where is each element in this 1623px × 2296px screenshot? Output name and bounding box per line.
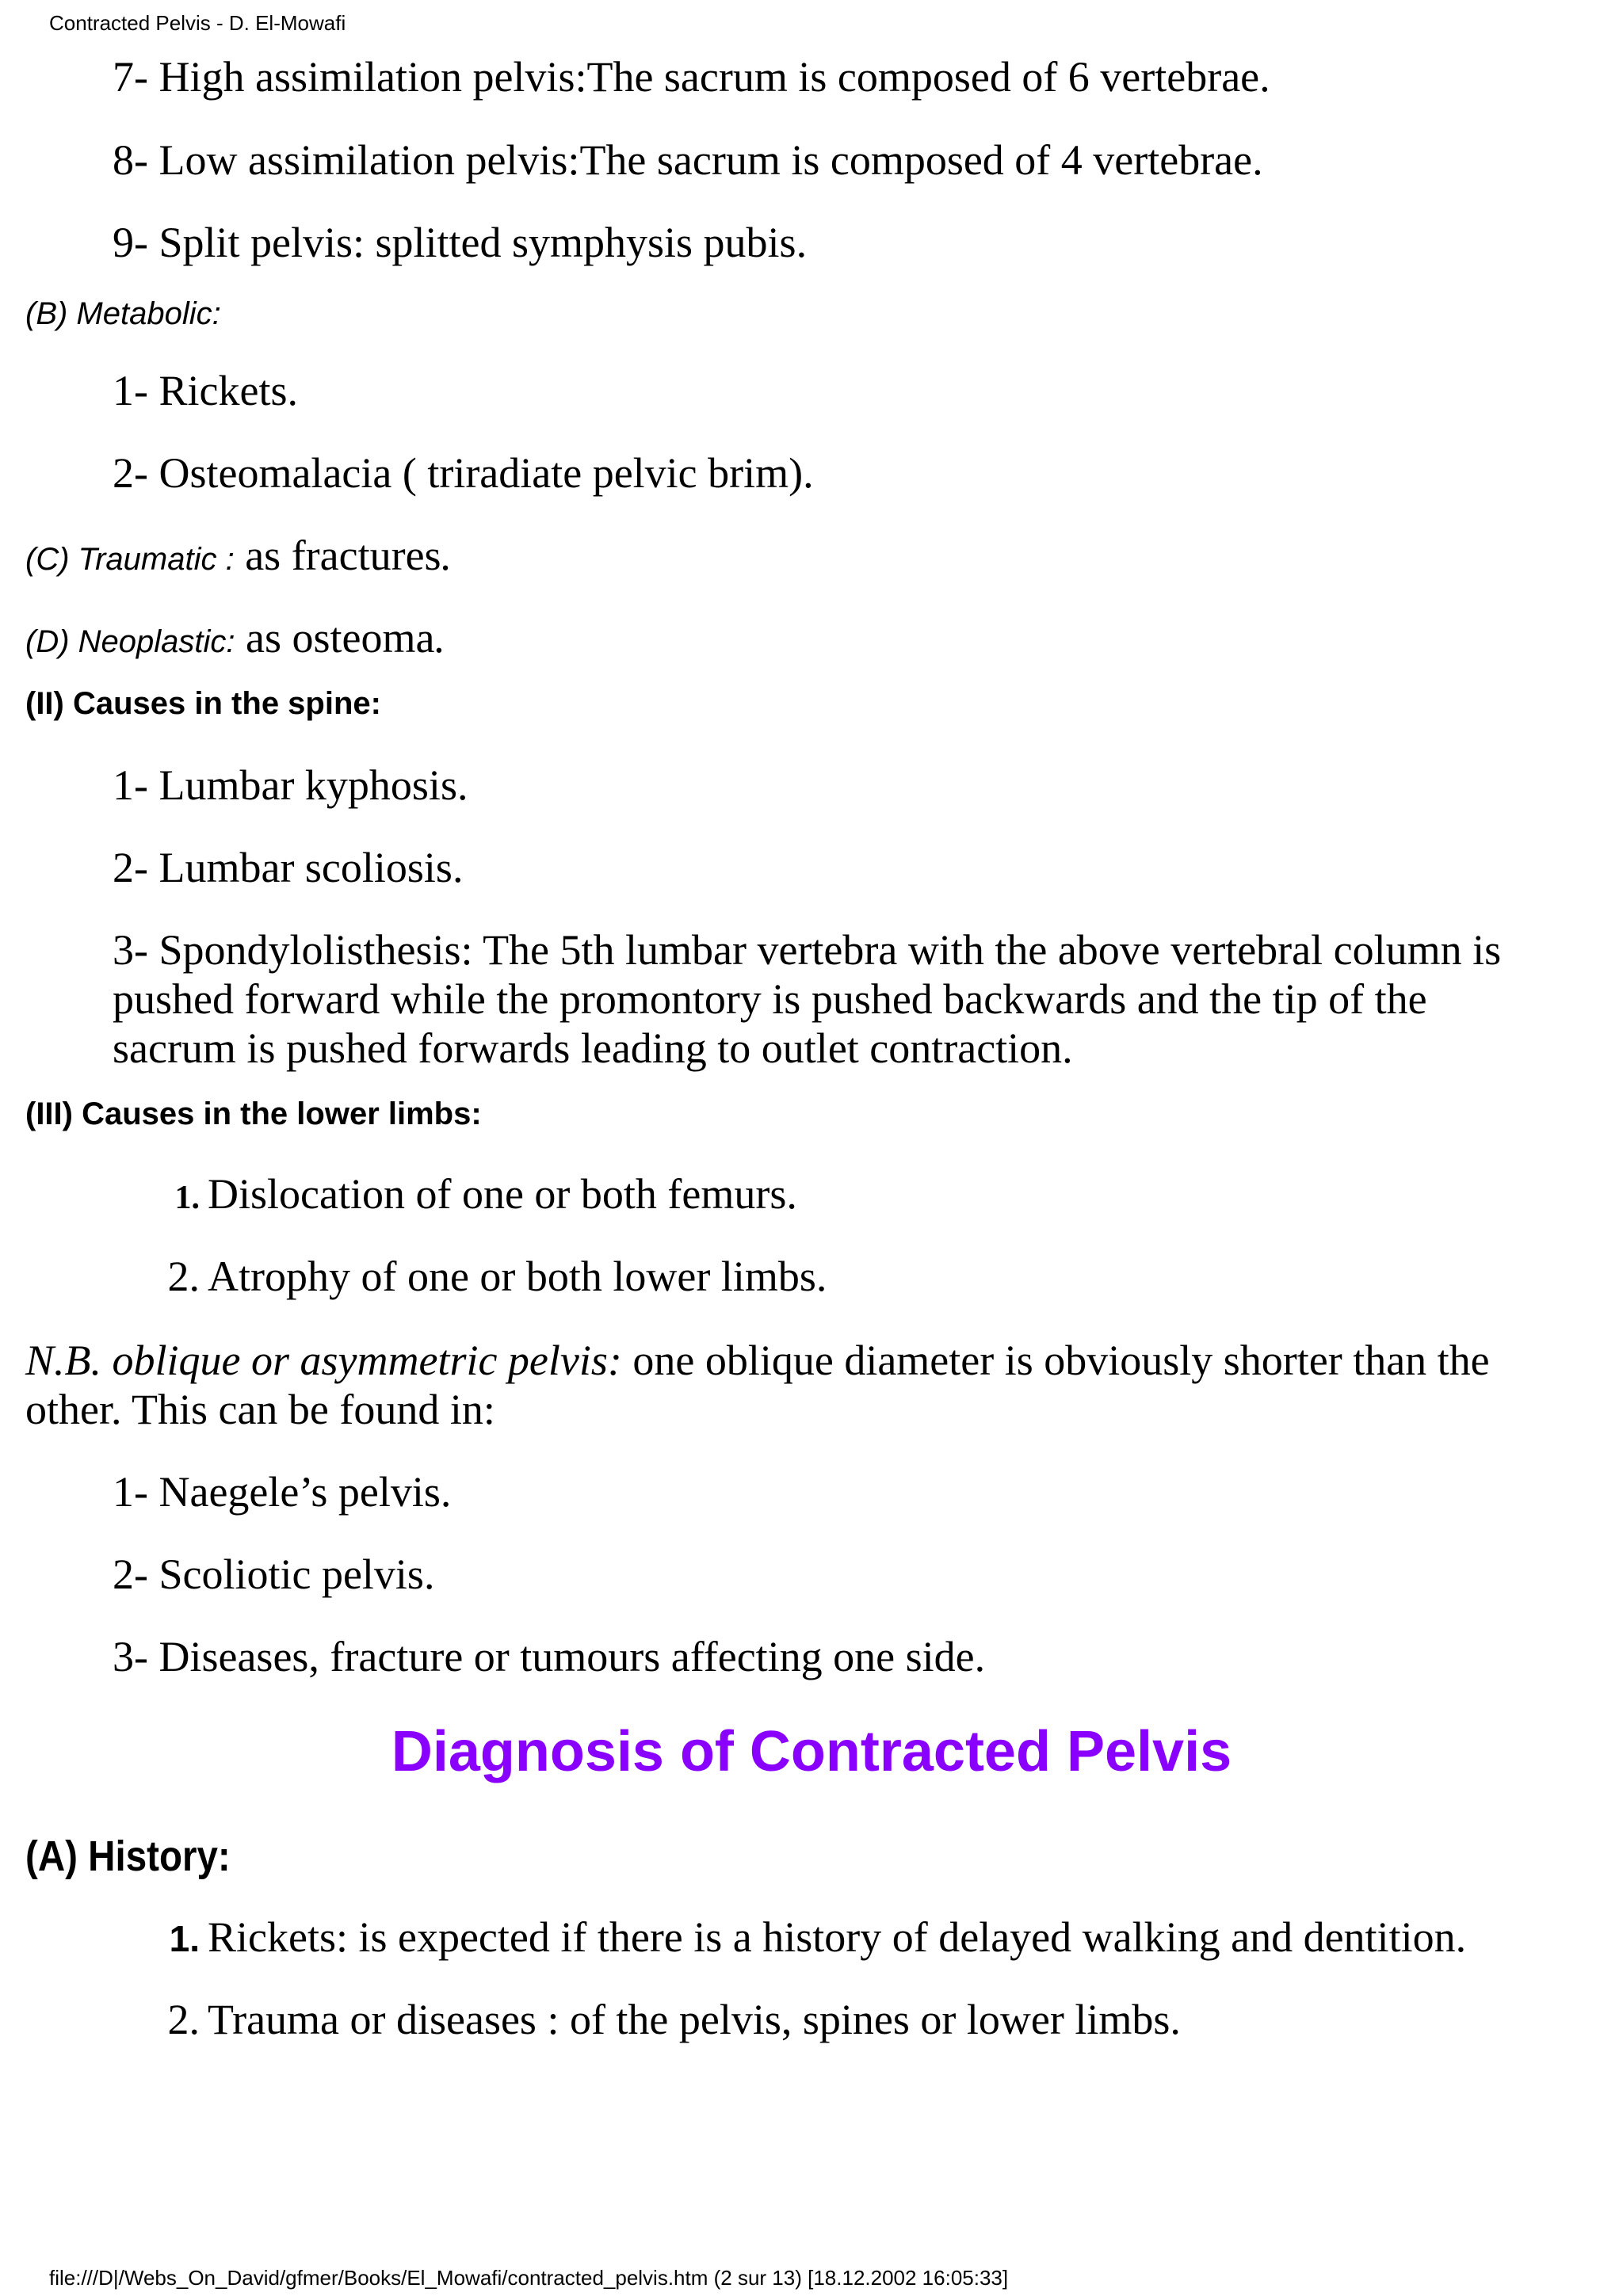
- neoplastic-line: [25, 613, 445, 662]
- list-text: Rickets: is expected if there is a history of delayed walking and dentition.: [208, 1913, 1467, 1961]
- list-item: 7- High assimilation pelvis:The sacrum is composed of 6 vertebrae.: [113, 53, 1270, 101]
- list-item: 1- Rickets.: [113, 367, 298, 414]
- page-title: Diagnosis of Contracted Pelvis: [391, 1720, 1232, 1783]
- list-item: [127, 1913, 1466, 1963]
- spondylolisthesis-paragraph: 3- Spondylolisthesis: The 5th lumbar vertebra with the above vertebral column is pushed forward while the promontory is pushed backwards and the tip of the sacrum is pushed forwards leading to outlet contraction.: [113, 926, 1502, 1072]
- traumatic-dot: .: [441, 532, 453, 579]
- list-item: 1- Lumbar kyphosis.: [113, 761, 468, 809]
- list-item: [127, 1995, 1181, 2044]
- nb-paragraph: [25, 1336, 1547, 1434]
- list-text: Atrophy of one or both lower limbs.: [208, 1253, 827, 1300]
- list-number: 2.: [167, 1253, 200, 1300]
- list-number: 1.: [174, 1180, 200, 1216]
- list-item: 8- Low assimilation pelvis:The sacrum is composed of 4 vertebrae.: [113, 136, 1263, 184]
- list-item: [127, 1252, 827, 1301]
- list-item: 2- Scoliotic pelvis.: [113, 1550, 435, 1598]
- page-footer: file:///D|/Webs_On_David/gfmer/Books/El_Mowafi/contracted_pelvis.htm (2 sur 13) [18.12.2002 16:05:33]: [49, 2266, 1009, 2290]
- nb-text: one oblique diameter is obviously shorter than the other. This can be found in:: [25, 1337, 1490, 1433]
- list-number: 1.: [169, 1918, 200, 1959]
- neoplastic-dot: .: [434, 614, 445, 662]
- history-heading: (A) History:: [25, 1833, 231, 1880]
- section-heading-spine: (II) Causes in the spine:: [25, 686, 381, 721]
- nb-label: N.B. oblique or asymmetric pelvis:: [25, 1337, 622, 1384]
- list-item: 9- Split pelvis: splitted symphysis pubis.: [113, 219, 808, 266]
- list-item: 2- Osteomalacia ( triradiate pelvic brim).: [113, 449, 814, 497]
- traumatic-text: as fractures: [234, 532, 441, 579]
- page-header: Contracted Pelvis - D. El-Mowafi: [49, 11, 346, 35]
- list-number: 2.: [167, 1996, 200, 2043]
- traumatic-label: (C) Traumatic :: [25, 542, 235, 577]
- traumatic-line: [25, 531, 452, 580]
- list-item: [127, 1169, 797, 1222]
- section-heading-metabolic: (B) Metabolic:: [25, 296, 221, 331]
- list-text: Trauma or diseases : of the pelvis, spines or lower limbs.: [208, 1996, 1181, 2043]
- list-item: 3- Diseases, fracture or tumours affecting one side.: [113, 1633, 986, 1680]
- list-item: 2- Lumbar scoliosis.: [113, 844, 464, 891]
- list-text: Dislocation of one or both femurs.: [208, 1170, 797, 1218]
- list-item: 1- Naegele’s pelvis.: [113, 1468, 452, 1516]
- neoplastic-label: (D) Neoplastic:: [25, 624, 235, 659]
- neoplastic-text: as osteoma: [235, 614, 435, 662]
- section-heading-lower-limbs: (III) Causes in the lower limbs:: [25, 1097, 482, 1131]
